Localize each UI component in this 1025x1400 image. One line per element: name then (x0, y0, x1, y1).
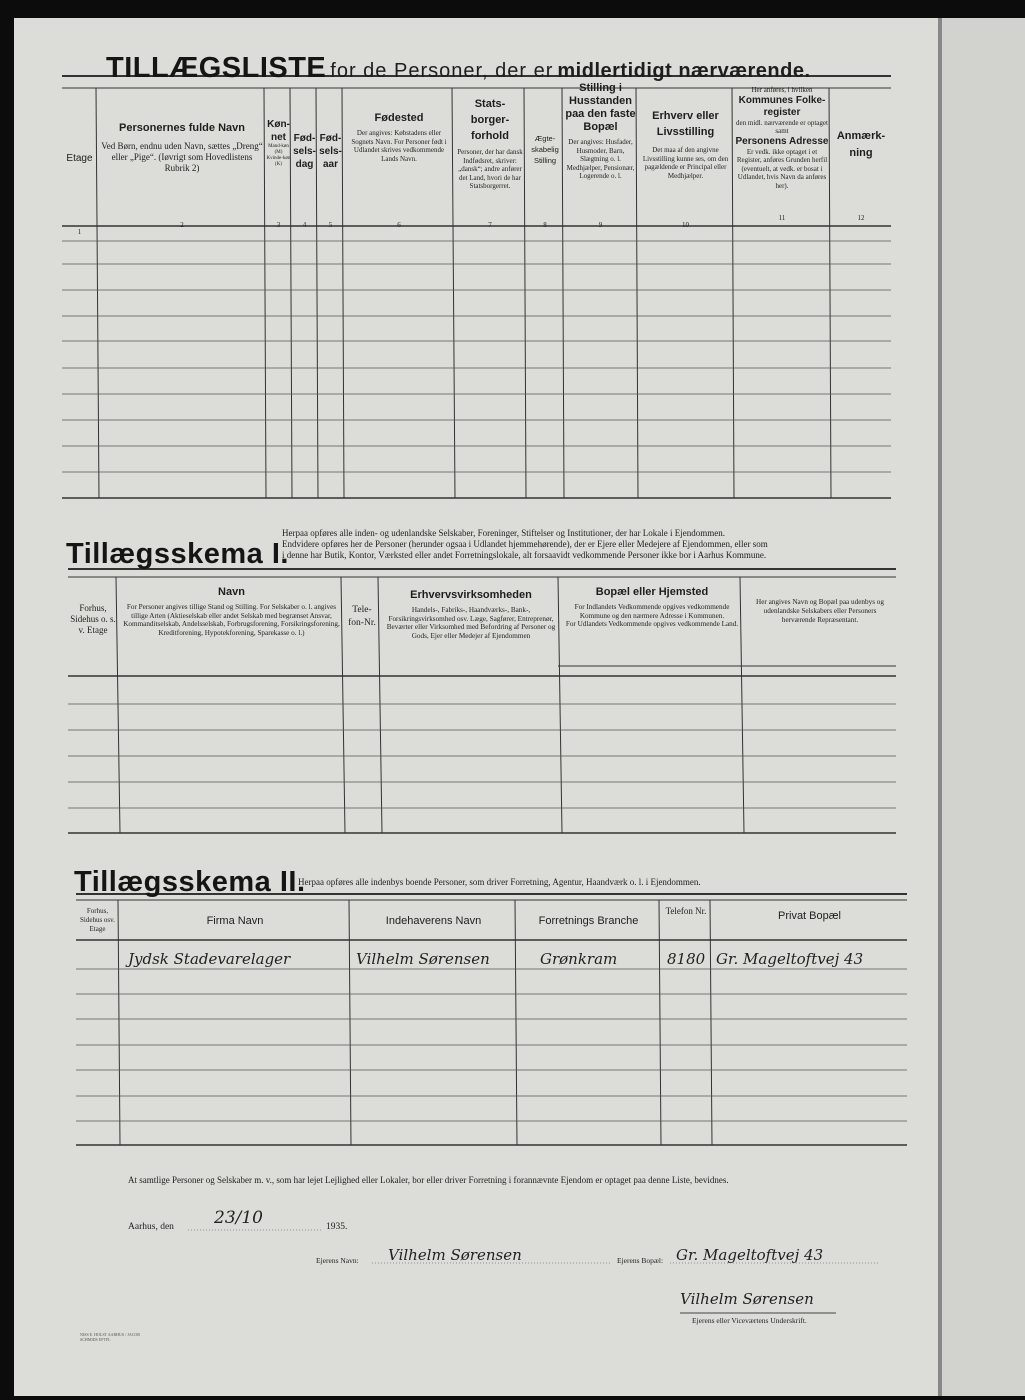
col-statsborger-sub: Personer, der har dansk Indfødsret, skriver: „dansk“; andre anfører det Land, hvori de har Statsborgerret. (457, 148, 523, 190)
col-folkeregister-head2: Personens Adresse (735, 135, 829, 147)
skema1-col-bopael (563, 586, 741, 629)
col-navn (99, 122, 265, 174)
skema1-col-erhverv-head: Erhvervsvirksomheden (410, 589, 532, 601)
skema2-intro: Herpaa opføres alle indenbys boende Personer, som driver Forretning, Agentur, Haandværk o. l. i Ejendommen. (298, 877, 701, 887)
col-num-6: 6 (397, 221, 401, 229)
skema2-col-etage: Forhus, Sidehus osv. Etage (80, 907, 115, 933)
col-etage: Etage (66, 153, 93, 164)
col-husstand (565, 82, 636, 181)
skema1-col-repraesentant: Her angives Navn og Bopæl paa udenbys og udenlandske Selskabers eller Personers herværende Repræsentant. (756, 598, 884, 624)
skema2-col-indehaver: Indehaverens Navn (385, 915, 482, 927)
col-num-11: 11 (778, 214, 786, 222)
col-statsborger (456, 96, 524, 191)
col-folkeregister-mid: den midl. nærværende er optaget samt (736, 118, 828, 135)
footer-owner-addr-label: Ejerens Bopæl: (617, 1256, 664, 1265)
skema2-row-firma: Jydsk Stadevarelager (128, 950, 291, 968)
skema2-row-bopael: Gr. Mageltoftvej 43 (716, 950, 864, 968)
skema1-intro-line2: Endvidere opføres her de Personer (herunder ogsaa i Udlandet hjemmehørende), der er Ejere eller Medejere af Ejendommen, eller som (282, 539, 768, 549)
col-foedested-sub: Der angives: Købstadens eller Sognets Navn. For Personer født i Udlandet skrives vedkommende Lands Navn. (351, 129, 447, 163)
tillaegsliste-title (106, 52, 811, 85)
skema1-col-navn-head: Navn (218, 586, 245, 598)
tillaegsliste-title-tail: midlertidigt nærværende. (557, 60, 811, 82)
col-num-10: 10 (682, 221, 689, 229)
skema2-row-indehaver: Vilhelm Sørensen (356, 950, 490, 968)
col-aegteskab: Ægte-skabelig Stilling (531, 134, 559, 165)
col-koen-head: Køn-net (267, 119, 290, 143)
col-navn-head: Personernes fulde Navn (119, 122, 245, 134)
skema1-intro-line3: i denne har Butik, Kontor, Værksted eller andet Forretningslokale, alt forsaavidt vedkommende Personer ikke bor i Aarhus Kommune. (282, 550, 767, 560)
footer-owner-addr-hand: Gr. Mageltoftvej 43 (676, 1246, 824, 1264)
skema1-col-navn-sub: For Personer angives tillige Stand og Stilling. For Selskaber o. l. angives tillige Arten (Aktieselskab eller andet Selskab med begrænset Ansvar, Kommanditselskab, Andelsselskab, Forbrugsforening, Forsikringsforening, Kreditforening, Hypotekforening, Sparekasse o. l.) (123, 603, 340, 637)
skema1-col-erhverv (383, 589, 559, 640)
col-husstand-sub: Der angives: Husfader, Husmoder, Barn, Slægtning o. l. Medhjælper, Pensionær, Logerende o. l. (566, 138, 635, 180)
col-folkeregister-head: Kommunes Folke-register (738, 94, 826, 118)
col-koen (266, 118, 291, 168)
skema1-col-bopael-head: Bopæl eller Hjemsted (595, 586, 709, 598)
skema1-intro-line1: Herpaa opføres alle inden- og udenlandske Selskaber, Foreninger, Stiftelser og Institutioner, der har Lokale i Ejendommen. (282, 528, 726, 538)
col-foedested (346, 112, 452, 163)
skema1-col-navn (121, 586, 342, 637)
footer-year: 1935. (326, 1222, 348, 1232)
col-num-2: 2 (180, 221, 184, 229)
col-num-5: 5 (328, 221, 333, 229)
skema1-intro (282, 528, 900, 561)
footer-signature-label: Ejerens eller Viceværtens Underskrift. (692, 1316, 807, 1325)
skema1-col-erhverv-sub: Handels-, Fabriks-, Haandværks-, Bank-, Forsikringsvirksomhed osv. Læge, Sagfører, Entreprenør, Beværter eller Virksomhed med Befordring af Personer og Gods, Ejer eller Medejer af Ejendommen (386, 606, 556, 640)
col-erhverv-head: Erhverv eller Livsstilling (652, 110, 719, 138)
col-folkeregister (735, 86, 829, 190)
col-anmaerkning: Anmærk-ning (836, 130, 886, 159)
footer-place: Aarhus, den (128, 1222, 174, 1232)
skema2-col-telefon: Telefon Nr. (665, 906, 707, 916)
skema1-col-bopael-sub2: For Udlandets Vedkommende opgives vedkommende Land. (565, 620, 739, 629)
footer-signature-hand: Vilhelm Sørensen (680, 1290, 814, 1308)
col-folkeregister-sub: Er vedk. ikke optaget i et Register, anføres Grunden herfil (eventuelt, at vedk. er bosat i Udlandet, hvis Navn da anføres her). (736, 147, 828, 190)
col-foedselsdag: Fød-sels-dag (293, 133, 316, 170)
skema2-title: Tillægsskema II. (74, 866, 306, 898)
col-folkeregister-top: Her anføres, i hvilken (751, 86, 813, 94)
col-statsborger-head: Stats-borger-forhold (470, 98, 510, 142)
skema1-col-etage: Forhus, Sidehus o. s. v. Etage (70, 603, 116, 635)
col-erhverv-sub: Det maa af den angivne Livsstilling kunne ses, om den pagældende er Principal eller Medhjælper. (642, 146, 729, 180)
footer-owner-name-label: Ejerens Navn: (316, 1256, 359, 1265)
col-husstand-head: Stilling i Husstanden paa den faste Bopæl (565, 82, 636, 133)
footer-declaration: At samtlige Personer og Selskaber m. v., som har lejet Lejlighed eller Lokaler, bor eller driver Forretning i forannævnte Ejendom er optaget paa denne Liste, bevidnes. (128, 1175, 729, 1185)
skema2-row-telefon: 8180 (667, 950, 706, 968)
col-erhverv (639, 108, 732, 180)
skema1-title: Tillægsskema I. (66, 538, 289, 570)
col-num-4: 4 (302, 221, 307, 229)
footer-owner-name-hand: Vilhelm Sørensen (388, 1246, 522, 1264)
col-num-12: 12 (857, 214, 865, 222)
col-foedselsaar: Fød-sels-aar (319, 133, 342, 170)
footer-date-hand: 23/10 (214, 1208, 263, 1228)
tillaegsliste-title-rest: for de Personer, der er (330, 60, 554, 82)
skema1-col-bopael-sub1: For Indlandets Vedkommende opgives vedkommende Kommune og den nærmere Adresse i Kommunen. (574, 603, 730, 620)
printer-imprint: NISS E. HOLST AARHUS / JACOB SCHMIDS EFTFL (80, 1332, 140, 1342)
skema2-row-branche: Grønkram (540, 950, 618, 968)
col-koen-sub: Mand-køn (M) Kvinde-køn (K) (266, 144, 291, 167)
col-num-8: 8 (543, 221, 547, 229)
skema2-col-bopael: Privat Bopæl (778, 910, 841, 922)
tillaegsliste-title-big: TILLÆGSLISTE (106, 52, 327, 84)
col-num-1: 1 (77, 228, 82, 236)
col-navn-sub: Ved Børn, endnu uden Navn, sættes „Dreng“ eller „Pige“. (Iøvrigt som Hovedlistens Rubrik 2) (101, 141, 263, 173)
col-num-9: 9 (598, 221, 603, 229)
skema2-col-branche: Forretnings Branche (538, 915, 639, 927)
col-num-7: 7 (488, 221, 492, 229)
col-num-3: 3 (276, 221, 281, 229)
skema1-col-telefon: Tele-fon-Nr. (348, 605, 376, 628)
skema2-col-firma: Firma Navn (206, 915, 264, 927)
col-foedested-head: Fødested (374, 112, 424, 124)
